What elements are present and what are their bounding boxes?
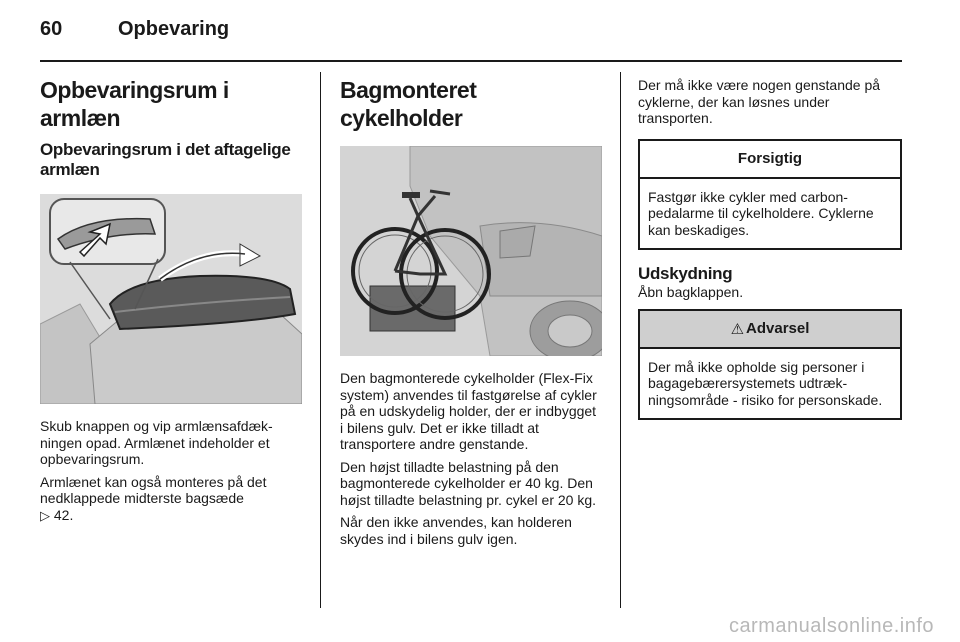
bike-carrier-drawing: [340, 146, 602, 356]
armrest-heading: Opbevaringsrum i armlæn: [40, 77, 229, 131]
extending-text: Åbn bagklappen.: [638, 284, 744, 300]
caution-box: [638, 139, 902, 251]
armrest-reference: [40, 507, 302, 525]
page-header: [40, 18, 902, 62]
armrest-paragraph-2: Armlænet kan også monteres på det nedklappede midterste bagsæde: [40, 473, 267, 506]
bike-carrier-paragraph-3: Når den ikke anvendes, kan holderen skydes ind i bilens gulv igen.: [340, 514, 572, 547]
armrest-paragraph-1: Skub knappen og vip armlænsafdækningen opad. Armlænet indeholder et opbevaringsrum.: [40, 418, 273, 467]
arrow-right-icon: ▷: [40, 507, 50, 523]
column-divider: [620, 72, 621, 608]
caution-title: Forsigtig: [640, 141, 900, 179]
armrest-illustration: [40, 194, 302, 404]
header-rule: [40, 60, 902, 62]
page-number: 60: [40, 18, 63, 40]
reference-page: 42.: [53, 506, 74, 523]
column-bike-carrier: [340, 72, 602, 553]
bike-carrier-paragraph-2: Den højst tilladte belastning på den bagmonterede cykelholder er 40 kg. Den højst tilladte belastning pr. cykel er 20 kg.: [340, 458, 597, 508]
notes-intro: Der må ikke være nogen genstande på cyklerne, der kan løsnes under transporten.: [638, 77, 881, 126]
armrest-drawing: [40, 194, 302, 404]
extending-heading: Udskydning: [638, 264, 733, 283]
bike-carrier-heading: Bagmonteret cykelholder: [340, 77, 477, 131]
armrest-subheading: Opbevaringsrum i det aftagelige armlæn: [40, 140, 291, 179]
watermark: carmanualsonline.info: [728, 615, 934, 637]
warning-triangle-icon: ⚠: [730, 320, 745, 338]
warning-text: Der må ikke opholde sig personer i bagagebærersystemets udtrækningsområde - risiko for personskade.: [648, 358, 883, 408]
warning-header: [640, 311, 900, 349]
column-divider: [320, 72, 321, 608]
bike-carrier-illustration: [340, 146, 602, 356]
section-title: Opbevaring: [118, 18, 230, 40]
bike-carrier-paragraph-1: Den bagmonterede cykelholder (Flex-Fix system) anvendes til fastgørelse af cykler på en udskydelig holder, der er indbygget i bilens gulv. Det er ikke tilladt at transportere andre genstande.: [340, 370, 597, 452]
column-notes: [638, 72, 902, 420]
caution-text: Fastgør ikke cykler med carbonpedalarme til cykelholdere. Cyklerne kan beskadiges.: [648, 188, 874, 238]
column-armrest: [40, 72, 302, 530]
warning-title: Advarsel: [746, 320, 810, 337]
warning-box: [638, 309, 902, 421]
